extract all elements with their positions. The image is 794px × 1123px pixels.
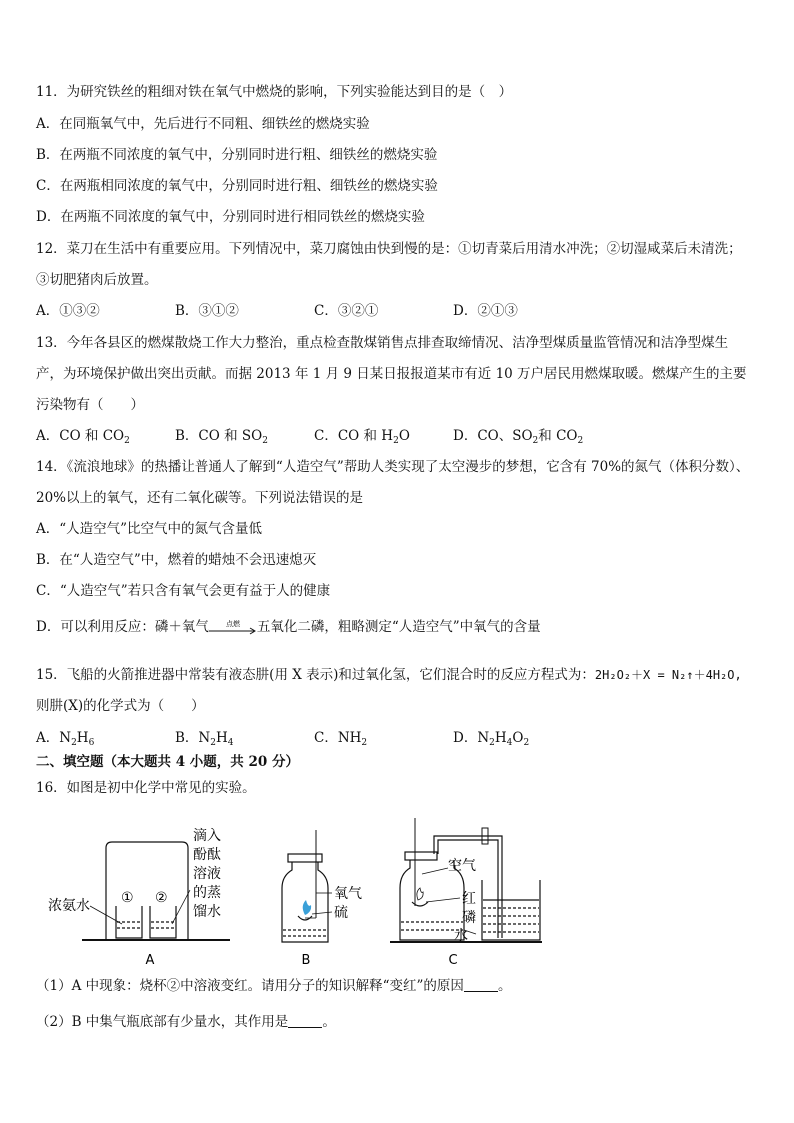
figure-b	[282, 830, 332, 942]
q15-stem-line2: 则肼(X)的化学式为（ ）	[36, 698, 205, 714]
label-beaker-1: ①	[121, 890, 134, 906]
label-side-4: 的蒸	[193, 885, 221, 901]
label-side-1: 滴入	[193, 828, 221, 844]
q11-stem: 11．为研究铁丝的粗细对铁在氧气中燃烧的影响，下列实验能达到目的是（ ）	[36, 84, 513, 100]
q14-option-b: B．在“人造空气”中，燃着的蜡烛不会迅速熄灭	[36, 552, 317, 568]
q15-equation: 2H₂O₂＋X = N₂↑＋4H₂O,	[594, 668, 742, 682]
q16-figure	[30, 818, 590, 968]
reaction-arrow	[209, 621, 257, 635]
q12-stem-line1: 12．菜刀在生活中有重要应用。下列情况中，菜刀腐蚀由快到慢的是：①切青菜后用清水冲洗；②切湿咸菜后未清洗；	[36, 241, 742, 257]
q11-option-c: C．在两瓶相同浓度的氧气中，分别同时进行粗、细铁丝的燃烧实验	[36, 178, 438, 194]
reaction-condition: 点燃	[225, 619, 240, 628]
q12-option-d: D．②①③	[453, 303, 518, 319]
label-side-2: 酚酞	[193, 847, 221, 863]
label-figure-c: C	[448, 953, 458, 968]
label-side-3: 溶液	[193, 866, 221, 882]
q14-option-a: A．“人造空气”比空气中的氮气含量低	[36, 521, 263, 537]
q14-option-c: C．“人造空气”若只含有氧气会更有益于人的健康	[36, 583, 331, 599]
q15-option-b: B．$N_2H_4$	[175, 730, 234, 748]
q15-option-c: C．$NH_2$	[314, 730, 368, 748]
label-air: 空气	[448, 858, 476, 874]
q13-stem-line3: 污染物有（ ）	[36, 397, 144, 413]
section-heading: 二、填空题（本大题共 4 小题，共 20 分）	[36, 754, 299, 770]
label-phosphorus: 磷	[462, 910, 476, 926]
q15-stem-line1: 15．飞船的火箭推进器中常装有液态肼(用 X 表示)和过氧化氢，它们混合时的反应方程式为：2H₂O₂＋X = N₂↑＋4H₂O,	[36, 667, 742, 683]
label-beaker-2: ②	[155, 890, 168, 906]
q14-stem-line1: 14．《流浪地球》的热播让普通人了解到“人造空气”帮助人类实现了太空漫步的梦想，它含有 70%的氮气（体积分数）、	[36, 459, 750, 475]
label-side-5: 馏水	[193, 904, 221, 920]
q13-option-b: B．CO 和 $SO_2$	[175, 428, 268, 446]
q11-option-d: D．在两瓶不同浓度的氧气中，分别同时进行相同铁丝的燃烧实验	[36, 209, 425, 225]
q15-option-a: A．$N_2H_6$	[36, 730, 95, 748]
label-red: 红	[462, 891, 476, 907]
q13-option-c: C．CO 和 $H_2O$	[314, 428, 410, 446]
q13-stem-line2: 产，为环境保护做出突出贡献。而据 2013 年 1 月 9 日某日报报道某市有近 10 万户居民用燃煤取暖。燃煤产生的主要	[36, 366, 747, 382]
answer-blank-2[interactable]	[288, 1015, 322, 1028]
q12-option-b: B．③①②	[175, 303, 239, 319]
q16-sub1: （1）A 中现象：烧杯②中溶液变红。请用分子的知识解释“变红”的原因 。	[36, 978, 512, 994]
q12-option-c: C．③②①	[314, 303, 379, 319]
label-water: 水	[454, 928, 468, 944]
label-sulfur: 硫	[334, 905, 348, 921]
smoke-icon	[417, 888, 423, 900]
label-figure-b: B	[301, 953, 311, 968]
q13-option-a: A．CO 和 $CO_2$	[36, 428, 130, 446]
q16-stem: 16．如图是初中化学中常见的实验。	[36, 780, 256, 796]
label-conc-ammonia: 浓氨水	[48, 898, 90, 914]
q15-option-d: D．$N_2H_4O_2$	[453, 730, 530, 748]
answer-blank-1[interactable]	[464, 979, 498, 992]
label-oxygen: 氧气	[334, 886, 362, 902]
q12-stem-line2: ③切肥猪肉后放置。	[36, 272, 158, 288]
q13-option-d: D．CO、$SO_2$和 $CO_2$	[453, 428, 584, 446]
q13-stem-line1: 13．今年各县区的燃煤散烧工作大力整治，重点检查散煤销售点排查取缔情况、洁净型煤质量监管情况和洁净型煤生	[36, 335, 729, 351]
q14-option-d: D．可以利用反应：磷＋氧气 点燃 五氧化二磷，粗略测定“人造空气”中氧气的含量	[36, 619, 541, 635]
q16-sub2: （2）B 中集气瓶底部有少量水，其作用是 。	[36, 1014, 336, 1030]
q11-option-a: A．在同瓶氧气中，先后进行不同粗、细铁丝的燃烧实验	[36, 116, 370, 132]
q11-option-b: B．在两瓶不同浓度的氧气中，分别同时进行粗、细铁丝的燃烧实验	[36, 147, 438, 163]
q12-option-a: A．①③②	[36, 303, 100, 319]
q14-stem-line2: 20%以上的氧气，还有二氧化碳等。下列说法错误的是	[36, 490, 364, 506]
blue-flame-icon	[303, 900, 311, 915]
label-figure-a: A	[145, 953, 155, 968]
